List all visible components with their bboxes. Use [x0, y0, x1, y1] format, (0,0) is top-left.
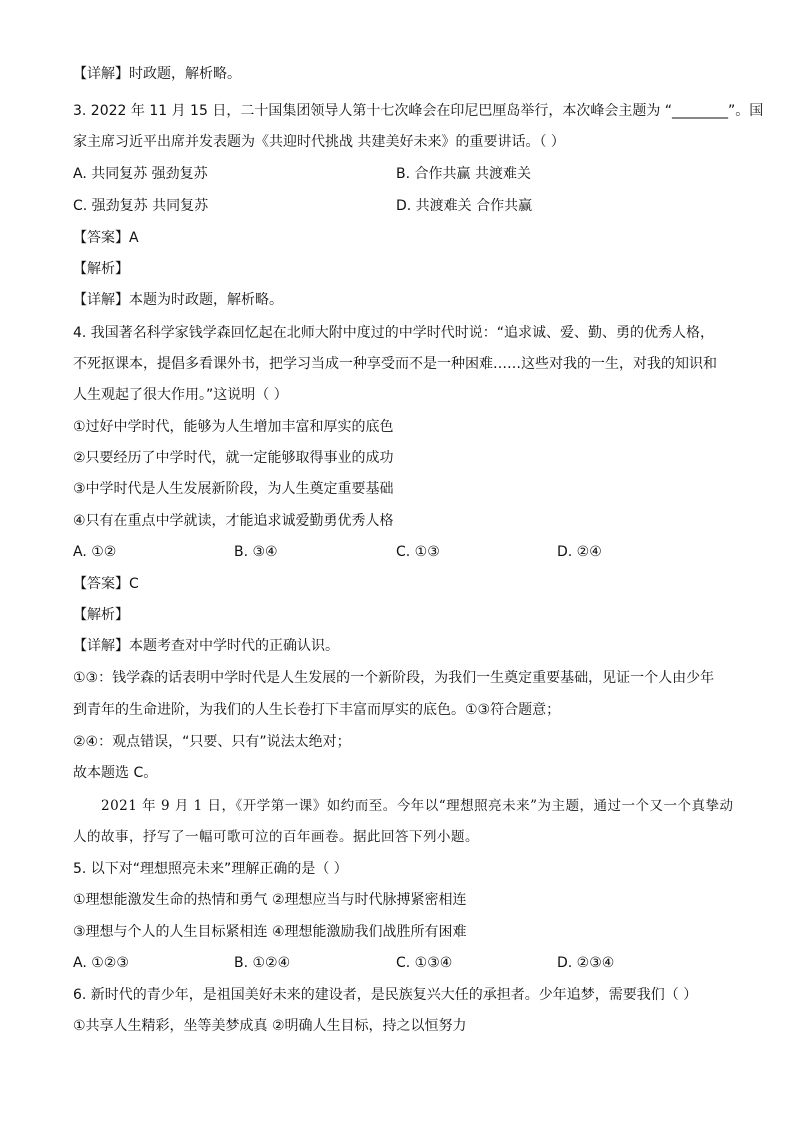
q3-stem-line1: 3. 2022 年 11 月 15 日，二十国集团领导人第十七次峰会在印尼巴厘岛举行，本次峰会主题为 “________”。国: [73, 103, 764, 119]
q5-stem: 5. 以下对“理想照亮未来”理解正确的是（ ）: [73, 861, 348, 877]
q4-analysis-label: 【解析】: [73, 607, 129, 623]
q3-option-c: C. 强劲复苏 共同复苏: [73, 198, 209, 214]
q4-stem-line3: 人生观起了很大作用。”这说明（ ）: [73, 387, 288, 403]
q4-option-c: C. ①③: [396, 544, 440, 560]
material-line1: 2021 年 9 月 1 日，《开学第一课》如约而至。今年以“理想照亮未来”为主题，通过一个又一个真挚动: [101, 798, 734, 814]
q3-option-b: B. 合作共赢 共渡难关: [396, 166, 531, 182]
q5-option-a: A. ①②③: [73, 955, 129, 971]
q3-analysis-label: 【解析】: [73, 261, 129, 277]
q3-detail: 【详解】本题为时政题，解析略。: [73, 292, 283, 308]
q4-option-b: B. ③④: [234, 544, 278, 560]
q4-stem-line2: 不死抠课本，提倡多看课外书，把学习当成一种享受而不是一种困难……这些对我的一生，对我的知识和: [73, 356, 717, 372]
q3-answer: 【答案】A: [73, 230, 139, 246]
q5-option-d: D. ②③④: [557, 955, 615, 971]
q4-answer: 【答案】C: [73, 576, 139, 592]
q4-explanation-4: 故本题选 C。: [73, 765, 158, 781]
q6-statements-1: ①共享人生精彩，坐等美梦成真 ②明确人生目标，持之以恒努力: [73, 1018, 467, 1034]
q6-stem: 6. 新时代的青少年，是祖国美好未来的建设者，是民族复兴大任的承担者。少年追梦，需要我们（ ）: [73, 987, 698, 1003]
line-detail-1: 【详解】时政题，解析略。: [73, 66, 241, 82]
q5-option-b: B. ①②④: [234, 955, 291, 971]
q4-statement-1: ①过好中学时代，能够为人生增加丰富和厚实的底色: [73, 419, 394, 435]
q4-statement-2: ②只要经历了中学时代，就一定能够取得事业的成功: [73, 450, 394, 466]
q3-option-a: A. 共同复苏 强劲复苏: [73, 166, 208, 182]
q4-statement-4: ④只有在重点中学就读，才能追求诚爱勤勇优秀人格: [73, 513, 394, 529]
q4-explanation-2: 到青年的生命进阶，为我们的人生长卷打下丰富而厚实的底色。①③符合题意；: [73, 702, 561, 718]
q3-option-d: D. 共渡难关 合作共赢: [396, 198, 533, 214]
q4-statement-3: ③中学时代是人生发展新阶段，为人生奠定重要基础: [73, 481, 394, 497]
q5-statements-1: ①理想能激发生命的热情和勇气 ②理想应当与时代脉搏紧密相连: [73, 892, 467, 908]
q5-statements-2: ③理想与个人的人生目标紧相连 ④理想能激励我们战胜所有困难: [73, 924, 467, 940]
q4-option-a: A. ①②: [73, 544, 117, 560]
q3-stem-line2: 家主席习近平出席并发表题为《共迎时代挑战 共建美好未来》的重要讲话。（ ）: [73, 134, 565, 150]
q4-explanation-3: ②④：观点错误，“只要、只有”说法太绝对；: [73, 734, 351, 750]
q4-detail: 【详解】本题考查对中学时代的正确认识。: [73, 638, 339, 654]
material-line2: 人的故事，抒写了一幅可歌可泣的百年画卷。据此回答下列小题。: [73, 829, 479, 845]
q5-option-c: C. ①③④: [396, 955, 453, 971]
q4-stem-line1: 4. 我国著名科学家钱学森回忆起在北师大附中度过的中学时代时说：“追求诚、爱、勤、勇的优秀人格，: [73, 325, 715, 341]
q4-option-d: D. ②④: [557, 544, 602, 560]
q4-explanation-1: ①③：钱学森的话表明中学时代是人生发展的一个新阶段，为我们一生奠定重要基础，见证一个人由少年: [73, 670, 715, 686]
